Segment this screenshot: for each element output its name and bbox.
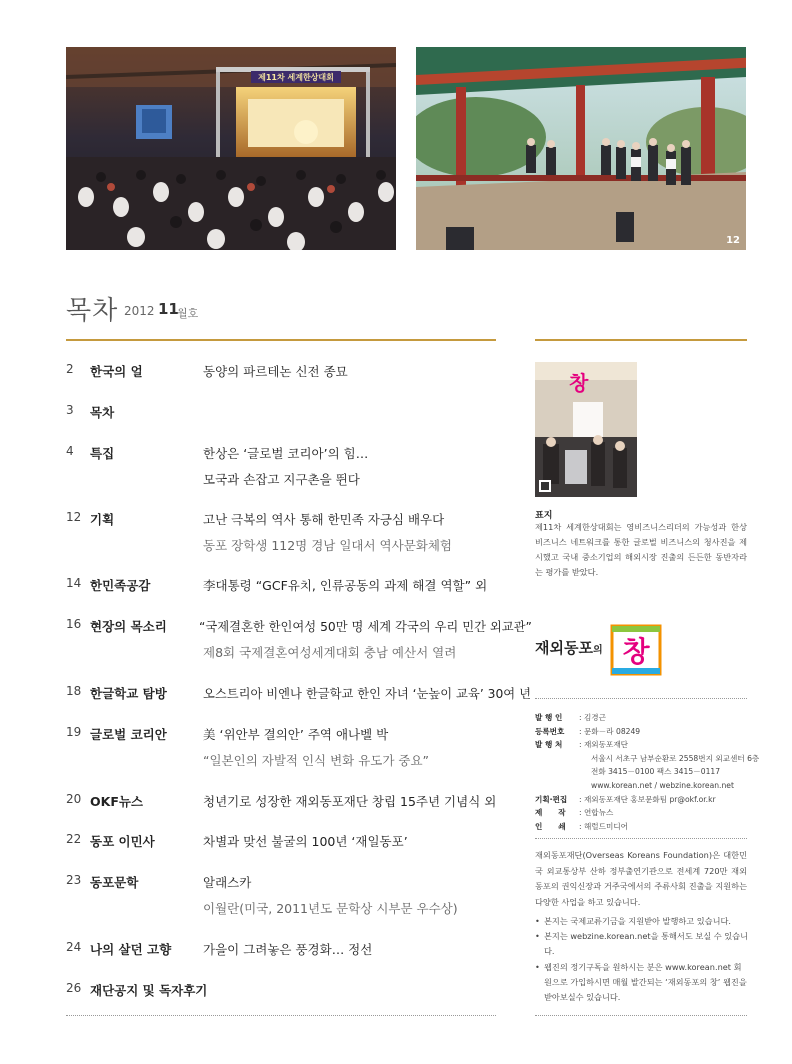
publisher-value: : 김경근 — [579, 713, 606, 722]
toc-headline: 美 ‘위안부 결의안’ 주역 애나벨 박 — [203, 727, 389, 742]
photo-page-number: 12 — [726, 235, 740, 246]
magazine-logo-icon — [610, 624, 662, 676]
toc-page-number: 2 — [66, 362, 74, 376]
toc-page-number: 22 — [66, 832, 82, 846]
toc-category: 목차 — [90, 405, 115, 420]
toc-page-number: 3 — [66, 403, 74, 417]
publication-info — [535, 711, 760, 833]
toc-category: 동포 이민사 — [90, 834, 155, 849]
toc-category: 한글학교 탐방 — [90, 686, 167, 701]
toc-page-number: 26 — [66, 981, 82, 995]
registration-value: : 문화－라 08249 — [579, 726, 641, 736]
issuer-value: : 재외동포재단 — [579, 740, 628, 750]
toc-page-number: 16 — [66, 617, 82, 631]
issuer-web[interactable]: www.korean.net / webzine.korean.net — [591, 780, 734, 790]
page-title: 목차 — [66, 296, 119, 326]
toc-category: 한민족공감 — [90, 578, 151, 593]
logo-text-main: 재외동포 — [535, 639, 593, 657]
toc-subheadline: 동포 장학생 112명 경남 일대서 역사문화체험 — [203, 538, 453, 553]
toc-subheadline: 제8회 국제결혼여성세계대회 충남 예산서 열려 — [203, 645, 457, 660]
printing-label: 인 쇄 — [535, 821, 566, 831]
toc-page-number: 12 — [66, 510, 82, 524]
notice-item: • 본지는 webzine.korean.net을 통해서도 보실 수 있습니다. — [535, 929, 749, 959]
printing-value: : 해럴드미디어 — [579, 821, 628, 831]
right-divider — [535, 339, 747, 341]
editing-value: : 재외동포재단 홍보문화팀 pr@okf.or.kr — [579, 794, 716, 804]
production-label: 제 작 — [535, 808, 566, 818]
issue-month: 11 — [158, 300, 179, 318]
magazine-logo-text — [535, 637, 603, 658]
toc-headline: 알래스카 — [203, 875, 252, 890]
production-value: : 연합뉴스 — [579, 808, 614, 818]
toc-page-number: 19 — [66, 725, 82, 739]
registration-label: 등록번호 — [535, 726, 565, 736]
issue-suffix: 월호 — [177, 307, 199, 320]
toc-category: 현장의 목소리 — [90, 619, 167, 634]
bottom-dotted-divider — [66, 1015, 496, 1016]
issue-year: 2012 — [124, 304, 155, 318]
cover-thumbnail[interactable] — [535, 362, 637, 497]
photo-pavilion-students — [416, 47, 746, 250]
cover-caption: 제11차 세계한상대회는 영비즈니스리더의 가능성과 한상 비즈니스 네트워크를 통한 글로벌 비즈니스의 청사진을 제시했고 국내 중소기업의 해외시장 진출의 든든한 동반자라는 평가를 받았다. — [535, 522, 747, 577]
toc-headline: 차별과 맞선 불굴의 100년 ‘재일동포’ — [203, 834, 408, 849]
right-dotted-divider-2 — [535, 838, 747, 839]
toc-subheadline: 모국과 손잡고 지구촌을 뛴다 — [203, 472, 360, 487]
logo-char: 창 — [622, 635, 650, 668]
notice-item: • 웹진의 정기구독을 원하시는 분은 www.korean.net 회원으로 가입하시면 매월 발간되는 ‘재외동포의 창’ 웹진을 받아보실수 있습니다. — [535, 960, 749, 1006]
left-divider — [66, 339, 496, 341]
toc-subheadline: “일본인의 자발적 인식 변화 유도가 중요” — [203, 753, 430, 768]
toc-headline: 오스트리아 비엔나 한글학교 한인 자녀 ‘눈높이 교육’ 30여 년 — [203, 687, 531, 701]
toc-category: 특집 — [90, 446, 115, 461]
toc-page-number: 20 — [66, 792, 82, 806]
banner-text: 제11차 세계한상대회 — [258, 73, 334, 82]
foundation-about: 재외동포재단(Overseas Koreans Foundation)은 대한민국 외교통상부 산하 정부출연기관으로 전세계 720만 재외동포의 권익신장과 거주국에서의 주류사회 진출을 지원하는 다양한 사업을 하고 있습니다. — [535, 850, 747, 907]
issuer-phone: 전화 3415－0100 팩스 3415－0117 — [591, 767, 721, 777]
toc-category: 나의 살던 고향 — [90, 942, 172, 957]
toc-page-number: 14 — [66, 576, 82, 590]
toc-category: OKF뉴스 — [90, 794, 144, 809]
logo-text-particle: 의 — [592, 645, 603, 656]
toc-page-number: 24 — [66, 940, 82, 954]
issuer-label: 발 행 처 — [535, 740, 563, 750]
toc-category: 한국의 얼 — [90, 364, 143, 379]
toc-headline: 한상은 ‘글로벌 코리아’의 힘… — [203, 446, 369, 461]
cover-thumb-title: 창 — [569, 371, 589, 395]
issuer-address: 서울시 서초구 남부순환로 2558번지 외교센터 6층 — [591, 753, 760, 763]
toc-page-number: 18 — [66, 684, 82, 698]
toc-headline: “국제결혼한 한인여성 50만 명 세계 각국의 우리 민간 외교관” — [199, 620, 532, 634]
editing-label: 기획·편집 — [535, 794, 568, 804]
toc-page-number: 4 — [66, 444, 74, 458]
toc-headline: 李대통령 “GCF유치, 인류공동의 과제 해결 역할” 외 — [203, 578, 488, 593]
right-dotted-divider-3 — [535, 1015, 747, 1016]
toc-category: 동포문학 — [90, 875, 139, 890]
toc-headline: 청년기로 성장한 재외동포재단 창립 15주년 기념식 외 — [203, 794, 497, 809]
toc-headline: 고난 극복의 역사 통해 한민족 자긍심 배우다 — [203, 512, 445, 527]
notice-item: • 본지는 국제교류기금을 지원받아 발행하고 있습니다. — [535, 914, 749, 929]
toc-category: 재단공지 및 독자후기 — [90, 983, 208, 998]
toc-page-number: 23 — [66, 873, 82, 887]
notice-list — [535, 914, 749, 1005]
toc-category: 기획 — [90, 512, 115, 527]
toc-subheadline: 이월란(미국, 2011년도 문학상 시부문 우수상) — [203, 901, 458, 916]
toc-headline: 가을이 그려놓은 풍경화… 정선 — [203, 942, 373, 957]
toc-category: 글로벌 코리안 — [90, 727, 167, 742]
toc-headline: 동양의 파르테논 신전 종묘 — [203, 364, 348, 379]
cover-caption-title: 표지 — [535, 511, 553, 521]
photo-conference-hall — [66, 47, 396, 250]
publisher-label: 발 행 인 — [535, 713, 563, 722]
right-dotted-divider-1 — [535, 698, 747, 699]
